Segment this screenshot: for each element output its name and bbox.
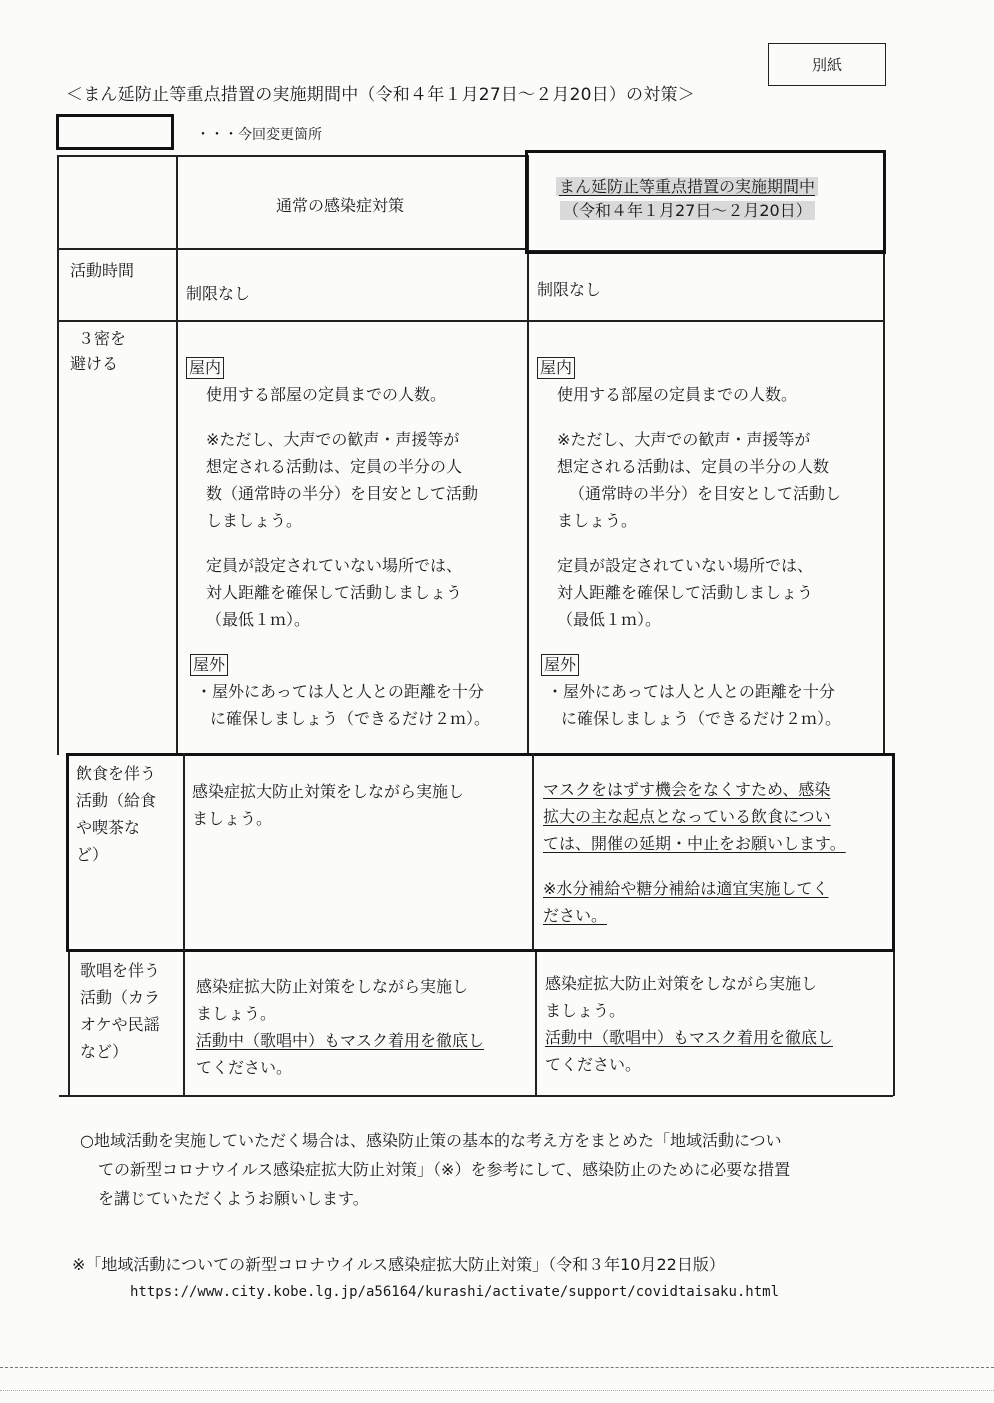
table-right-border-lower xyxy=(893,950,895,1096)
text-line: （最低１ｍ）。 xyxy=(557,610,662,629)
page-title: ＜まん延防止等重点措置の実施期間中（令和４年１月27日～２月20日）の対策＞ xyxy=(66,85,695,105)
attachment-badge: 別紙 xyxy=(768,43,886,86)
text-line: ※ただし、大声での歓声・声援等が xyxy=(557,430,811,449)
label-line: ど） xyxy=(76,845,109,864)
label-line: 活動（給食 xyxy=(76,791,157,810)
text-line: 対人距離を確保して活動しましょう xyxy=(206,583,463,602)
time-measure: 制限なし xyxy=(537,280,602,299)
text-line: 定員が設定されていない場所では、 xyxy=(206,556,463,575)
text-line: 感染症拡大防止対策をしながら実施し xyxy=(545,974,818,993)
text-line: に確保しましょう（できるだけ２ｍ）。 xyxy=(561,709,842,728)
row-label-3mitsu xyxy=(70,326,126,376)
text-line: 感染症拡大防止対策をしながら実施し xyxy=(196,977,469,996)
text-line: ※ただし、大声での歓声・声援等が xyxy=(206,430,460,449)
footer-line: ○地域活動を実施していただく場合は、感染防止策の基本的な考え方をまとめた「地域活動につい xyxy=(80,1131,782,1150)
text-line: 感染症拡大防止対策をしながら実施し xyxy=(192,782,465,801)
footer-line: を講じていただくようお願いします。 xyxy=(98,1189,369,1208)
table-left-border xyxy=(57,155,59,755)
text-line: ・屋外にあっては人と人との距離を十分 xyxy=(547,682,835,701)
row-label-3mitsu-2: 避ける xyxy=(70,354,119,373)
reference-note: ※「地域活動についての新型コロナウイルス感染症拡大防止対策」（令和３年10月22日版） xyxy=(72,1255,725,1274)
text-line: ましょう。 xyxy=(557,511,638,530)
text-line: しましょう。 xyxy=(206,511,303,530)
label-line: 活動（カラ xyxy=(80,988,161,1007)
3mitsu-normal xyxy=(186,354,490,732)
text-line: 活動中（歌唱中）もマスク着用を徹底し xyxy=(545,1028,834,1047)
text-line: ては、開催の延期・中止をお願いします。 xyxy=(543,834,846,853)
text-line: 数（通常時の半分）を目安として活動 xyxy=(206,484,479,503)
row-label-food xyxy=(76,760,156,868)
col-divider xyxy=(176,155,178,755)
col-divider xyxy=(535,950,537,1096)
text-line: ださい。 xyxy=(543,906,608,925)
row-divider xyxy=(57,320,884,322)
scan-edge-line xyxy=(0,1390,994,1391)
label-line: オケや民謡 xyxy=(80,1015,160,1034)
label-line: など） xyxy=(80,1042,129,1061)
indoor-tag: 屋内 xyxy=(186,357,224,379)
text-line: 想定される活動は、定員の半分の人 xyxy=(206,457,463,476)
row-label-sing xyxy=(80,957,160,1065)
text-line: 使用する部屋の定員までの人数。 xyxy=(557,385,798,404)
row-label-time: 活動時間 xyxy=(70,261,135,280)
outdoor-tag: 屋外 xyxy=(541,654,579,676)
label-line: 飲食を伴う xyxy=(76,764,157,783)
text-line: てください。 xyxy=(545,1055,642,1074)
header-measure xyxy=(556,175,818,223)
food-measure xyxy=(543,776,846,929)
text-line: 想定される活動は、定員の半分の人数 xyxy=(557,457,830,476)
col-divider xyxy=(183,950,185,1096)
text-line: 拡大の主な起点となっている飲食につい xyxy=(543,807,831,826)
reference-url[interactable]: https://www.city.kobe.lg.jp/a56164/kurashi/activate/support/covidtaisaku.html xyxy=(130,1284,780,1300)
table-right-border xyxy=(883,250,885,755)
text-line: （通常時の半分）を目安として活動し xyxy=(569,484,842,503)
footer-line: ての新型コロナウイルス感染症拡大防止対策」（※）を参考にして、感染防止のために必要な措置 xyxy=(98,1160,791,1179)
footer-paragraph xyxy=(80,1126,790,1213)
scan-edge-line xyxy=(0,1367,994,1368)
food-normal xyxy=(192,778,464,832)
row-divider xyxy=(57,248,527,250)
text-line: てください。 xyxy=(196,1058,293,1077)
time-normal: 制限なし xyxy=(186,284,251,303)
indoor-tag: 屋内 xyxy=(537,357,575,379)
change-legend-text: ・・・今回変更箇所 xyxy=(196,127,322,143)
text-line: ましょう。 xyxy=(545,1001,626,1020)
table-left-border-lower xyxy=(68,950,70,1096)
col-divider-food xyxy=(532,753,534,951)
text-line: ましょう。 xyxy=(196,1004,277,1023)
sing-normal xyxy=(196,973,484,1081)
header-measure-line2: （令和４年１月27日～２月20日） xyxy=(560,201,815,220)
text-line: （最低１ｍ）。 xyxy=(206,610,311,629)
outdoor-tag: 屋外 xyxy=(190,654,228,676)
text-line: 定員が設定されていない場所では、 xyxy=(557,556,814,575)
text-line: マスクをはずす機会をなくすため、感染 xyxy=(543,780,831,799)
text-line: 活動中（歌唱中）もマスク着用を徹底し xyxy=(196,1031,485,1050)
row-label-3mitsu-1: ３密を xyxy=(78,329,127,348)
header-normal: 通常の感染症対策 xyxy=(276,196,405,215)
label-line: 歌唱を伴う xyxy=(80,961,161,980)
label-line: や喫茶な xyxy=(76,818,141,837)
text-line: 対人距離を確保して活動しましょう xyxy=(557,583,814,602)
text-line: ・屋外にあっては人と人との距離を十分 xyxy=(196,682,484,701)
col-divider-food xyxy=(183,753,185,951)
text-line: に確保しましょう（できるだけ２ｍ）。 xyxy=(210,709,491,728)
header-measure-line1: まん延防止等重点措置の実施期間中 xyxy=(556,177,818,196)
text-line: 使用する部屋の定員までの人数。 xyxy=(206,385,447,404)
text-line: ※水分補給や糖分補給は適宜実施してく xyxy=(543,879,829,898)
table-top-border xyxy=(57,155,527,157)
text-line: ましょう。 xyxy=(192,809,273,828)
sing-measure xyxy=(545,970,833,1078)
change-legend-box xyxy=(56,114,174,150)
3mitsu-measure xyxy=(537,354,841,732)
